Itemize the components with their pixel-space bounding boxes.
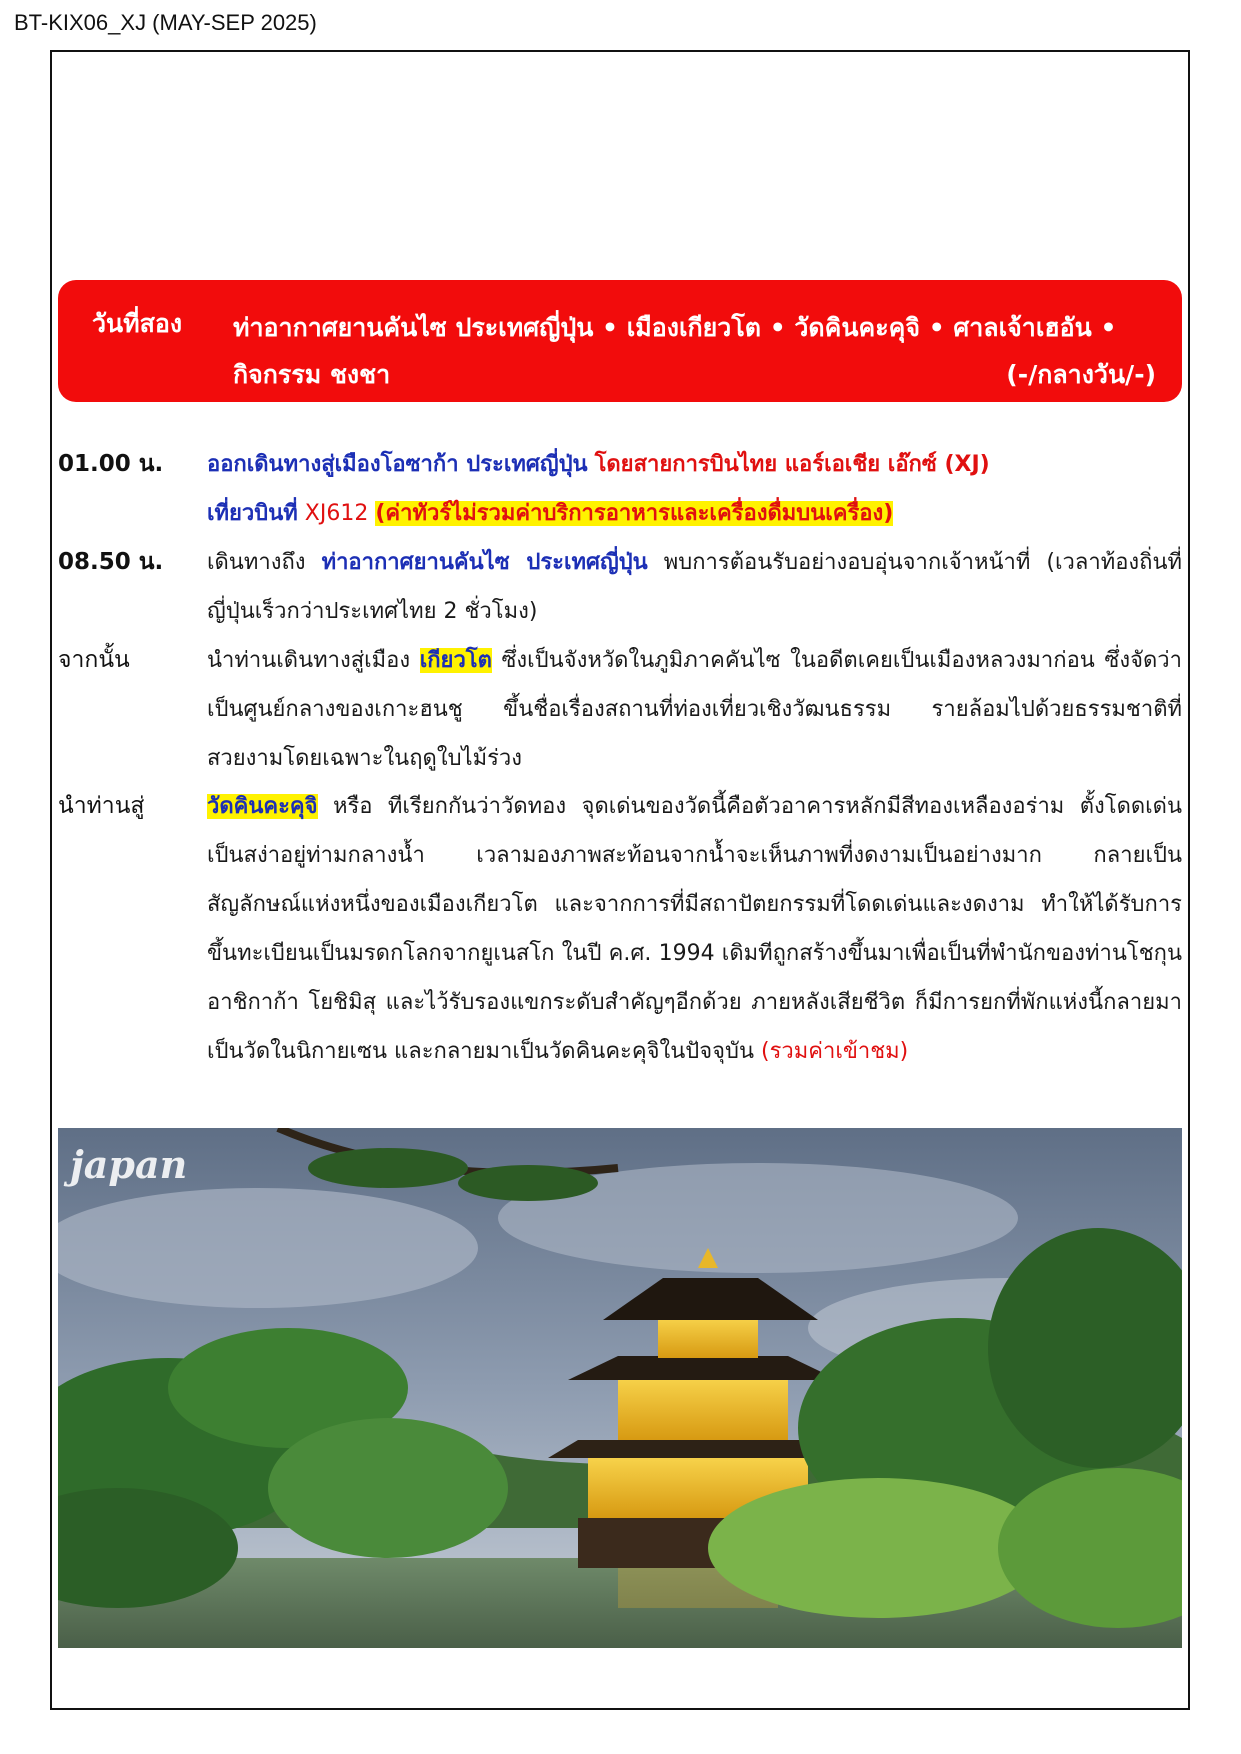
watermark-logo: japan (70, 1142, 188, 1187)
flight-label: เที่ยวบินที่ (207, 501, 298, 526)
city-name: เกียวโต (419, 648, 492, 673)
day-banner (58, 280, 1182, 402)
day-title: ท่าอากาศยานคันไซ ประเทศญี่ปุ่น • เมืองเกียวโต • วัดคินคะคุจิ • ศาลเจ้าเฮอัน • กิจกรรม ชงชา (233, 313, 1117, 389)
row-text (207, 440, 1182, 538)
row-time: 01.00 น. (58, 451, 164, 477)
meal-note: (ค่าทัวร์ไม่รวมค่าบริการอาหารและเครื่องดื่มบนเครื่อง) (375, 501, 894, 526)
city-description: ซึ่งเป็นจังหวัดในภูมิภาคคันไซ ในอดีตเคยเป็นเมืองหลวงมาก่อน ซึ่งจัดว่าเป็นศูนย์กลางของเกาะฮนชู ขึ้นชื่อเรื่องสถานที่ท่องเที่ยวเชิงวัฒนธรรม รายล้อมไปด้วยธรรมชาติที่สวยงามโดยเฉพาะในฤดูใบไม้ร่วง (207, 648, 1182, 771)
departure-text: ออกเดินทางสู่เมืองโอซาก้า ประเทศญี่ปุ่น (207, 452, 588, 477)
row-time: จากนั้น (58, 647, 130, 673)
arrival-detail: พบการต้อนรับอย่างอบอุ่นจากเจ้าหน้าที่ (เวลาท้องถิ่นที่ญี่ปุ่นเร็วกว่าประเทศไทย 2 ชั่วโมง) (207, 550, 1183, 624)
arrival-text: เดินทางถึง (207, 550, 306, 575)
row-text (207, 636, 1182, 783)
airport-name: ท่าอากาศยานคันไซ ประเทศญี่ปุ่น (321, 550, 648, 575)
day-label: วันที่สอง (92, 309, 183, 338)
temple-name: วัดคินคะคุจิ (207, 794, 318, 819)
row-text (207, 782, 1182, 1076)
day-meals: (-/กลางวัน/-) (1006, 360, 1156, 389)
travel-text: นำท่านเดินทางสู่เมือง (207, 648, 411, 673)
flight-number: XJ612 (304, 501, 369, 526)
row-time: นำท่านสู่ (58, 793, 145, 819)
document-code: BT-KIX06_XJ (MAY-SEP 2025) (14, 10, 317, 35)
temple-description: หรือ ทีเรียกกันว่าวัดทอง จุดเด่นของวัดนี้คือตัวอาคารหลักมีสีทองเหลืองอร่าม ตั้งโดดเด่นเป็นสง่าอยู่ท่ามกลางน้ำ เวลามองภาพสะท้อนจากน้ำจะเห็นภาพที่งดงามเป็นอย่างมาก กลายเป็นสัญลักษณ์แห่งหนึ่งของเมืองเกียวโต และจากการที่มีสถาปัตยกรรมที่โดดเด่นและงดงาม ทำให้ได้รับการขึ้นทะเบียนเป็นมรดกโลกจากยูเนสโก ในปี ค.ศ. 1994 เดิมทีถูกสร้างขึ้นมาเพื่อเป็นที่พำนักของท่านโชกุน อาชิกาก้า โยชิมิสุ และไว้รับรองแขกระดับสำคัญๆอีกด้วย ภายหลังเสียชีวิต ก็มีการยกที่พักแห่งนี้กลายมาเป็นวัดในนิกายเซน และกลายมาเป็นวัดคินคะคุจิในปัจจุบัน (207, 794, 1182, 1064)
row-text (207, 538, 1182, 636)
kinkakuji-photo (58, 1128, 1182, 1648)
row-time: 08.50 น. (58, 549, 164, 575)
admission-note: (รวมค่าเข้าชม) (761, 1039, 909, 1064)
airline-text: โดยสายการบินไทย แอร์เอเชีย เอ๊กซ์ (XJ) (594, 452, 990, 477)
temple-illustration (58, 1128, 1182, 1648)
